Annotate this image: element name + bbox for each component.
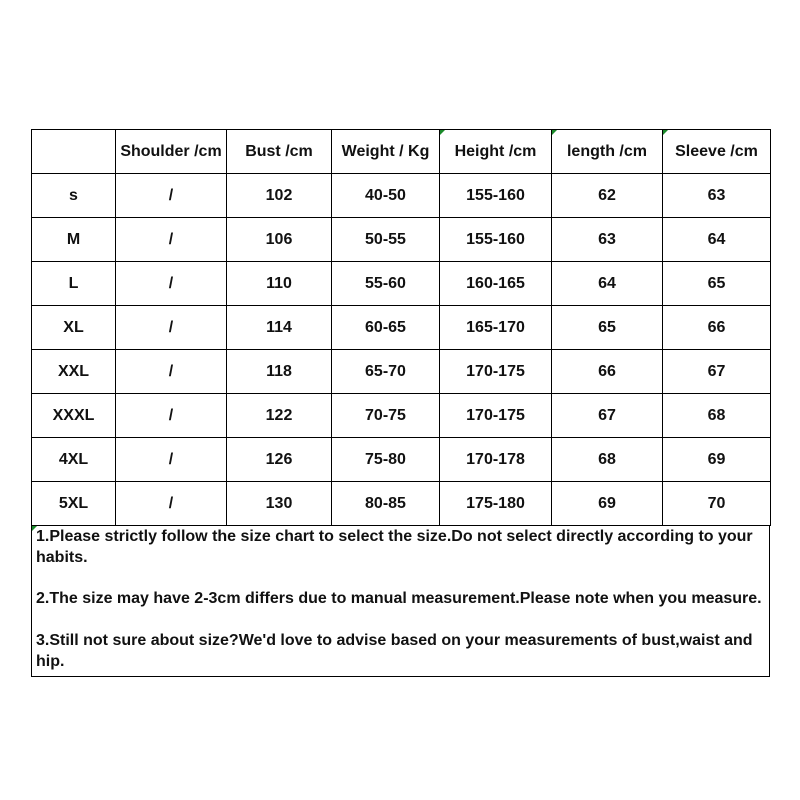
header-bust: Bust /cm <box>227 130 332 174</box>
cell-weight: 75-80 <box>332 438 440 482</box>
cell-bust: 118 <box>227 350 332 394</box>
cell-marker-icon <box>663 130 668 135</box>
cell-weight: 65-70 <box>332 350 440 394</box>
size-chart <box>31 129 770 677</box>
header-sleeve <box>663 130 771 174</box>
cell-size: 4XL <box>32 438 116 482</box>
cell-bust: 102 <box>227 174 332 218</box>
cell-size: XXXL <box>32 394 116 438</box>
cell-weight: 80-85 <box>332 482 440 526</box>
cell-length: 65 <box>552 306 663 350</box>
cell-bust: 106 <box>227 218 332 262</box>
cell-shoulder: / <box>116 174 227 218</box>
cell-sleeve: 70 <box>663 482 771 526</box>
header-length-label: length /cm <box>566 142 647 160</box>
cell-weight: 50-55 <box>332 218 440 262</box>
cell-sleeve: 67 <box>663 350 771 394</box>
cell-sleeve: 64 <box>663 218 771 262</box>
table-row <box>32 306 771 350</box>
cell-shoulder: / <box>116 306 227 350</box>
cell-sleeve: 65 <box>663 262 771 306</box>
table-row <box>32 262 771 306</box>
cell-bust: 130 <box>227 482 332 526</box>
cell-size: 5XL <box>32 482 116 526</box>
cell-length: 62 <box>552 174 663 218</box>
header-shoulder: Shoulder /cm <box>116 130 227 174</box>
header-weight: Weight / Kg <box>332 130 440 174</box>
cell-length: 68 <box>552 438 663 482</box>
cell-shoulder: / <box>116 218 227 262</box>
note-1: 1.Please strictly follow the size chart to select the size.Do not select directly according to your habits. <box>36 528 753 566</box>
cell-marker-icon <box>440 130 445 135</box>
cell-height: 155-160 <box>440 218 552 262</box>
table-row <box>32 482 771 526</box>
cell-shoulder: / <box>116 262 227 306</box>
table-row <box>32 218 771 262</box>
note-3: 3.Still not sure about size?We'd love to advise based on your measurements of bust,waist and hip. <box>36 632 753 670</box>
cell-sleeve: 63 <box>663 174 771 218</box>
cell-size: L <box>32 262 116 306</box>
cell-height: 155-160 <box>440 174 552 218</box>
cell-shoulder: / <box>116 482 227 526</box>
cell-size: M <box>32 218 116 262</box>
cell-height: 170-175 <box>440 394 552 438</box>
cell-length: 63 <box>552 218 663 262</box>
cell-length: 66 <box>552 350 663 394</box>
cell-size: XXL <box>32 350 116 394</box>
header-height <box>440 130 552 174</box>
cell-size: s <box>32 174 116 218</box>
cell-size: XL <box>32 306 116 350</box>
cell-bust: 110 <box>227 262 332 306</box>
cell-weight: 70-75 <box>332 394 440 438</box>
size-notes <box>31 526 770 677</box>
cell-shoulder: / <box>116 438 227 482</box>
cell-height: 160-165 <box>440 262 552 306</box>
cell-shoulder: / <box>116 350 227 394</box>
table-row <box>32 394 771 438</box>
cell-length: 64 <box>552 262 663 306</box>
table-row <box>32 350 771 394</box>
header-size <box>32 130 116 174</box>
header-height-label: Height /cm <box>454 142 537 160</box>
cell-bust: 122 <box>227 394 332 438</box>
cell-length: 69 <box>552 482 663 526</box>
cell-bust: 114 <box>227 306 332 350</box>
cell-height: 170-178 <box>440 438 552 482</box>
header-length <box>552 130 663 174</box>
cell-shoulder: / <box>116 394 227 438</box>
cell-weight: 55-60 <box>332 262 440 306</box>
cell-sleeve: 68 <box>663 394 771 438</box>
cell-length: 67 <box>552 394 663 438</box>
cell-height: 175-180 <box>440 482 552 526</box>
cell-sleeve: 66 <box>663 306 771 350</box>
size-table <box>31 129 771 526</box>
table-row <box>32 174 771 218</box>
cell-marker-icon <box>552 130 557 135</box>
note-2: 2.The size may have 2-3cm differs due to manual measurement.Please note when you measure. <box>36 590 762 607</box>
cell-height: 165-170 <box>440 306 552 350</box>
cell-bust: 126 <box>227 438 332 482</box>
header-row <box>32 130 771 174</box>
cell-weight: 40-50 <box>332 174 440 218</box>
cell-height: 170-175 <box>440 350 552 394</box>
table-row <box>32 438 771 482</box>
cell-weight: 60-65 <box>332 306 440 350</box>
cell-sleeve: 69 <box>663 438 771 482</box>
header-sleeve-label: Sleeve /cm <box>675 142 758 160</box>
